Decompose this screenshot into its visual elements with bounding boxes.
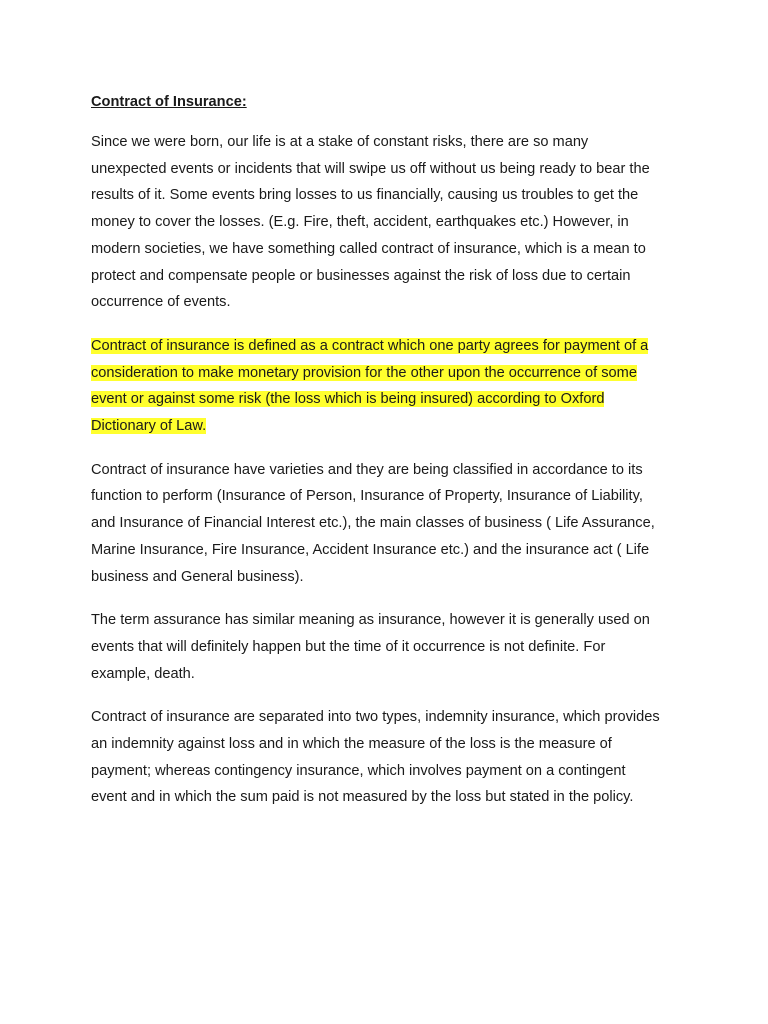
highlighted-text-line: consideration to make monetary provision for the other upon the occurrence of some <box>91 364 637 381</box>
text-line: Marine Insurance, Fire Insurance, Accident Insurance etc.) and the insurance act ( Life <box>91 541 650 558</box>
text-line: money to cover the losses. (E.g. Fire, theft, accident, earthquakes etc.) However, in <box>91 214 629 231</box>
text-line: The term assurance has similar meaning as insurance, however it is generally used on <box>91 612 650 629</box>
text-line: event and in which the sum paid is not measured by the loss but stated in the policy. <box>91 789 634 806</box>
paragraph-definition-highlighted <box>91 333 691 440</box>
text-line: function to perform (Insurance of Person, Insurance of Property, Insurance of Liability, <box>91 488 643 505</box>
text-line: events that will definitely happen but the time of it occurrence is not definite. For <box>91 638 606 655</box>
text-line: modern societies, we have something called contract of insurance, which is a mean to <box>91 240 646 257</box>
paragraph-types <box>91 704 691 811</box>
text-line: payment; whereas contingency insurance, which involves payment on a contingent <box>91 762 626 779</box>
text-line: results of it. Some events bring losses to us financially, causing us troubles to get the <box>91 187 639 204</box>
document-body <box>91 92 691 828</box>
text-line: occurrence of events. <box>91 294 231 311</box>
highlighted-text-line: Dictionary of Law. <box>91 418 207 435</box>
text-line: Contract of insurance have varieties and they are being classified in accordance to its <box>91 461 643 478</box>
highlighted-text-line: Contract of insurance is defined as a contract which one party agrees for payment of a <box>91 337 649 354</box>
text-line: Contract of insurance are separated into two types, indemnity insurance, which provides <box>91 709 660 726</box>
paragraph-varieties <box>91 457 691 591</box>
highlighted-text-line: event or against some risk (the loss which is being insured) according to Oxford <box>91 391 605 408</box>
paragraph-intro <box>91 129 691 316</box>
document-title: Contract of Insurance: <box>91 94 247 110</box>
text-line: an indemnity against loss and in which the measure of the loss is the measure of <box>91 736 612 753</box>
text-line: example, death. <box>91 665 195 682</box>
text-line: unexpected events or incidents that will swipe us off without us being ready to bear the <box>91 160 650 177</box>
paragraph-assurance <box>91 607 691 687</box>
text-line: and Insurance of Financial Interest etc.), the main classes of business ( Life Assurance, <box>91 515 655 532</box>
text-line: Since we were born, our life is at a stake of constant risks, there are so many <box>91 134 589 150</box>
text-line: business and General business). <box>91 568 304 585</box>
text-line: protect and compensate people or businesses against the risk of loss due to certain <box>91 267 631 284</box>
